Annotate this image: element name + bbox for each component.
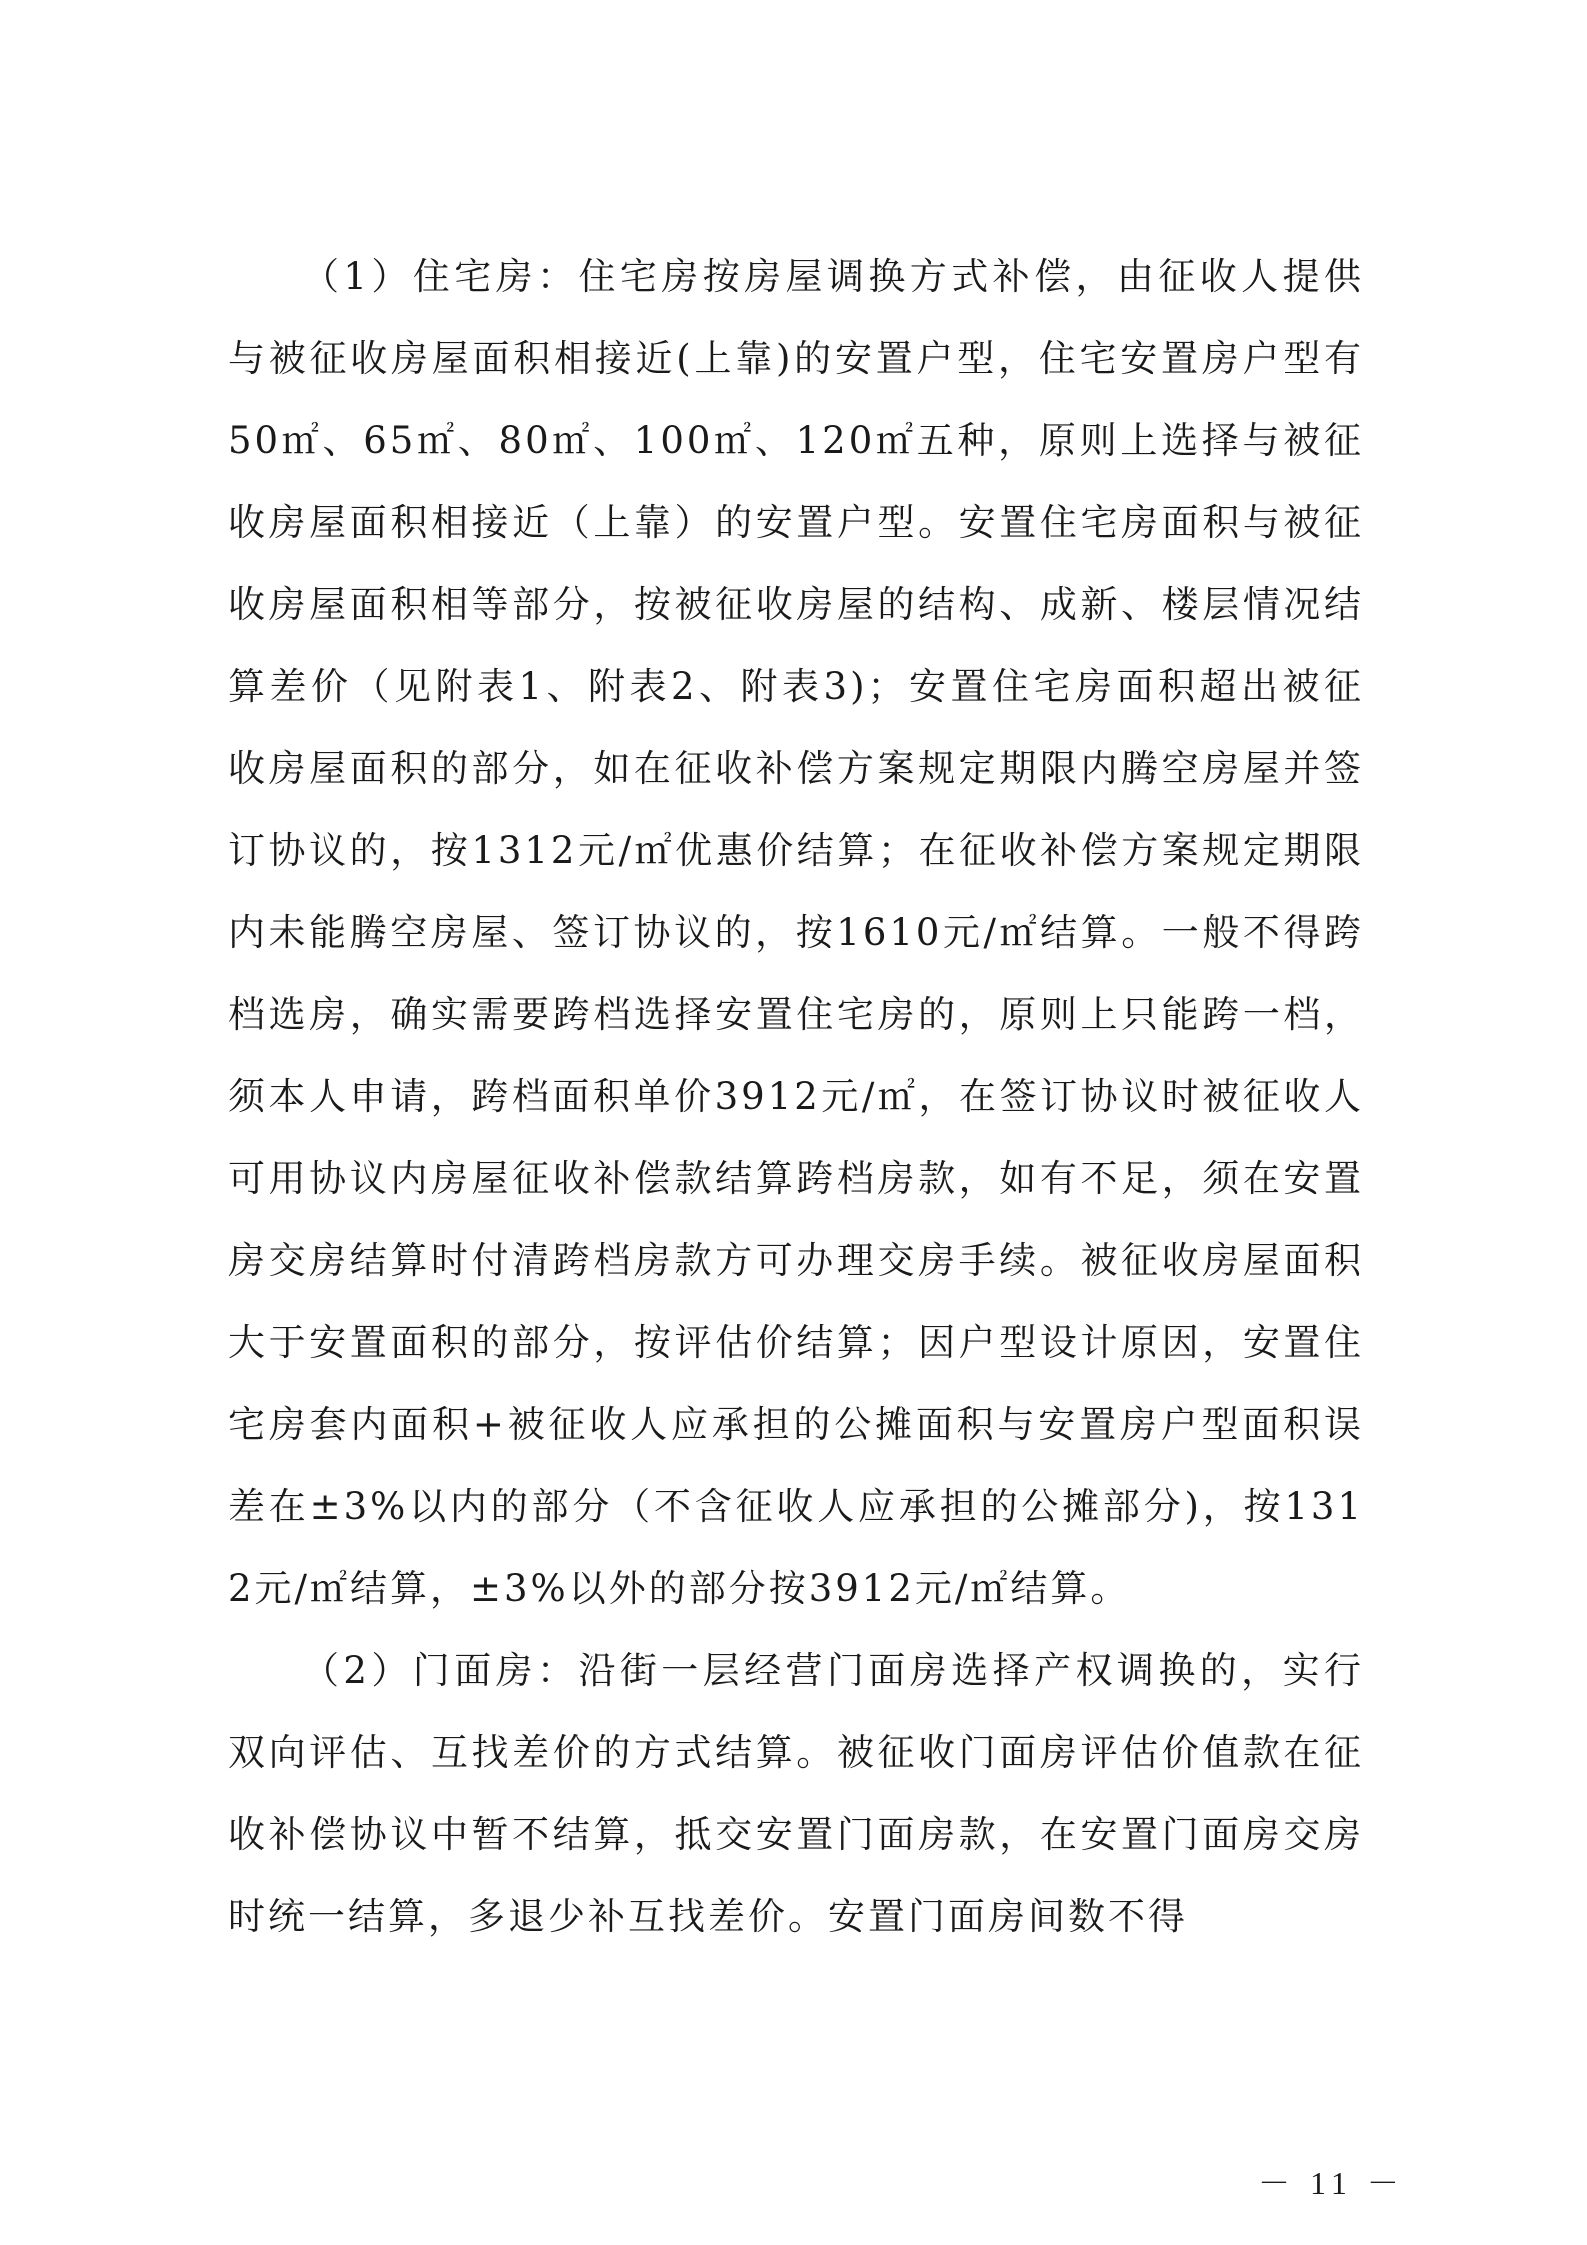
paragraph-storefront: （2）门面房：沿街一层经营门面房选择产权调换的，实行双向评估、互找差价的方式结算。被征收门面房评估价值款在征收补偿协议中暂不结算，抵交安置门面房款，在安置门面房交房时统一结算，多退少补互找差价。安置门面房间数不得 [228,1649,1364,1938]
page-number: － 11 － [1258,2165,1405,2201]
document-body [228,236,1364,1958]
paragraph-residential: （1）住宅房：住宅房按房屋调换方式补偿，由征收人提供与被征收房屋面积相接近(上靠)的安置户型，住宅安置房户型有50㎡、65㎡、80㎡、100㎡、120㎡五种，原则上选择与被征收房屋面积相接近（上靠）的安置户型。安置住宅房面积与被征收房屋面积相等部分，按被征收房屋的结构、成新、楼层情况结算差价（见附表1、附表2、附表3)；安置住宅房面积超出被征收房屋面积的部分，如在征收补偿方案规定期限内腾空房屋并签订协议的，按1312元/㎡优惠价结算；在征收补偿方案规定期限内未能腾空房屋、签订协议的，按1610元/㎡结算。一般不得跨档选房，确实需要跨档选择安置住宅房的，原则上只能跨一档，须本人申请，跨档面积单价3912元/㎡，在签订协议时被征收人可用协议内房屋征收补偿款结算跨档房款，如有不足，须在安置房交房结算时付清跨档房款方可办理交房手续。被征收房屋面积大于安置面积的部分，按评估价结算；因户型设计原因，安置住宅房套内面积+被征收人应承担的公摊面积与安置房户型面积误差在±3%以内的部分（不含征收人应承担的公摊部分)，按1312元/㎡结算，±3%以外的部分按3912元/㎡结算。 [228,255,1364,1610]
